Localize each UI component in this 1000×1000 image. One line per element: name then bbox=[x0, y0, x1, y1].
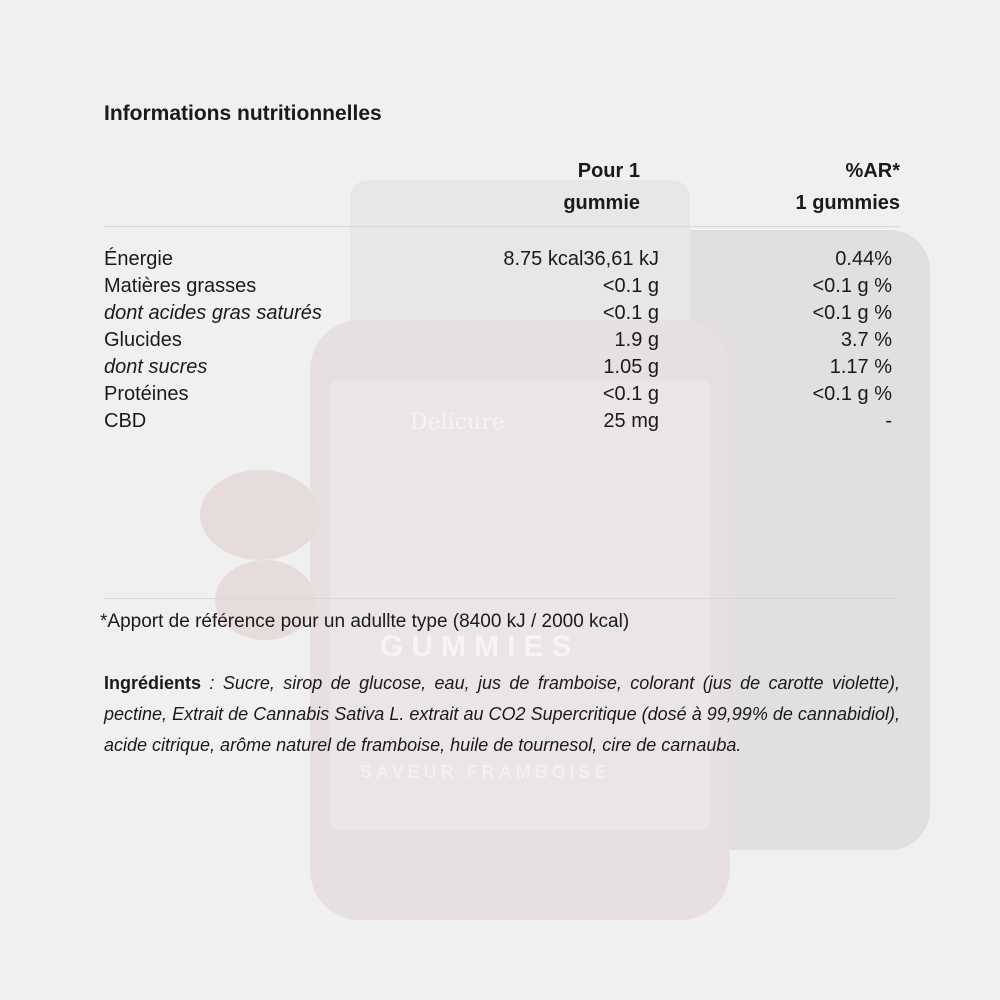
nutrient-value: <0.1 g bbox=[602, 302, 659, 324]
nutrient-name: dont sucres bbox=[104, 356, 208, 378]
table-row bbox=[104, 381, 904, 408]
nutrient-name: Glucides bbox=[104, 329, 182, 351]
ar-header bbox=[796, 155, 900, 219]
nutrient-ar: <0.1 g % bbox=[812, 302, 892, 324]
table-row bbox=[104, 408, 904, 435]
nutrition-table bbox=[104, 246, 904, 435]
nutrient-ar: <0.1 g % bbox=[812, 275, 892, 297]
header-line: gummie bbox=[563, 192, 640, 214]
table-row bbox=[104, 300, 904, 327]
nutrient-ar: - bbox=[885, 410, 892, 432]
nutrient-ar: 1.17 % bbox=[829, 356, 892, 378]
table-row bbox=[104, 354, 904, 381]
nutrient-value: 8.75 kcal36,61 kJ bbox=[503, 248, 659, 270]
brand-logo: Delicure bbox=[410, 410, 505, 435]
nutrient-value: 25 mg bbox=[603, 410, 659, 432]
table-row bbox=[104, 273, 904, 300]
nutrient-value: 1.9 g bbox=[614, 329, 659, 351]
nutrient-name: Protéines bbox=[104, 383, 189, 405]
nutrient-value: <0.1 g bbox=[602, 275, 659, 297]
nutrient-name: dont acides gras saturés bbox=[104, 302, 322, 324]
nutrient-name: CBD bbox=[104, 410, 147, 432]
table-row bbox=[104, 246, 904, 273]
ingredients-label: Ingrédients bbox=[104, 673, 202, 693]
nutrient-name: Énergie bbox=[104, 248, 173, 270]
nutrient-name: Matières grasses bbox=[104, 275, 257, 297]
flavor-text: SAVEUR FRAMBOISE bbox=[360, 762, 611, 782]
nutrient-ar: 0.44% bbox=[835, 248, 892, 270]
divider bbox=[104, 226, 900, 227]
footnote: *Apport de référence pour un adullte type (8400 kJ / 2000 kcal) bbox=[100, 611, 630, 632]
nutrient-value: 1.05 g bbox=[603, 356, 659, 378]
header-line: Pour 1 bbox=[577, 160, 640, 182]
header-line: %AR* bbox=[845, 160, 900, 182]
divider bbox=[104, 598, 900, 599]
table-row bbox=[104, 327, 904, 354]
nutrient-value: <0.1 g bbox=[602, 383, 659, 405]
nutrient-ar: <0.1 g % bbox=[812, 383, 892, 405]
section-title: Informations nutritionnelles bbox=[104, 102, 382, 125]
ingredients bbox=[104, 668, 900, 761]
per-unit-header bbox=[563, 155, 640, 219]
nutrient-ar: 3.7 % bbox=[840, 329, 892, 351]
ingredients-text: : Sucre, sirop de glucose, eau, jus de framboise, colorant (jus de carotte violette), pectine, Extrait de Cannabis Sativa L. extrait au CO2 Supercritique (dosé à 99,99% de cannabidiol), acide citrique, arôme naturel de framboise, huile de tournesol, cire de carnauba. bbox=[104, 673, 900, 755]
product-name: GUMMIES bbox=[380, 630, 580, 663]
header-line: 1 gummies bbox=[795, 192, 900, 214]
